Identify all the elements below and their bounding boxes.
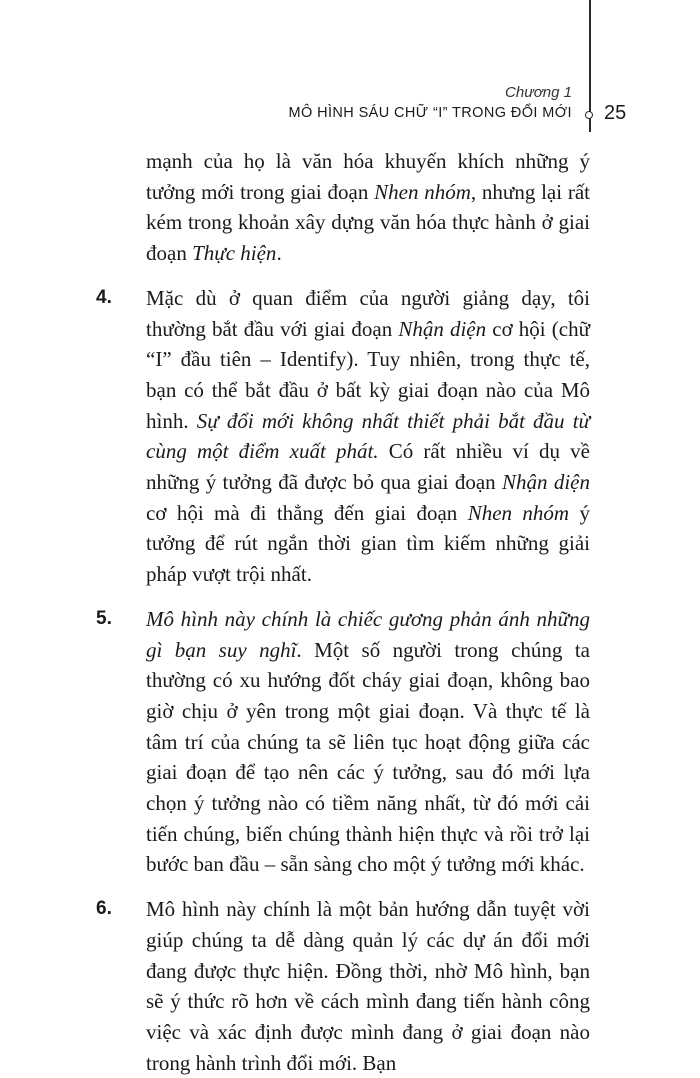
text-run: cơ hội mà đi thẳng đến giai đoạn — [146, 500, 468, 525]
list-number: 4. — [96, 286, 112, 308]
continuation-paragraph — [96, 146, 590, 269]
text-run: Có rất nhiều ví dụ về những ý tưởng đã được bỏ qua giai đoạn — [146, 439, 590, 495]
list-item-4 — [96, 283, 590, 590]
chapter-label: Chương 1 — [505, 84, 572, 101]
list-number: 5. — [96, 607, 112, 629]
text-run: , nhưng lại rất kém trong khoản xây dựng văn hóa thực hành ở giai đoạn — [146, 179, 591, 266]
text-run: Mặc dù ở quan điểm của người giảng dạy, tôi thường bắt đầu với giai đoạn — [146, 285, 590, 341]
running-title: MÔ HÌNH SÁU CHỮ “I” TRONG ĐỔI MỚI — [288, 105, 572, 121]
text-run: cơ hội (chữ “I” đầu tiên – Identify). Tuy nhiên, trong thực tế, bạn có thể bắt đầu ở bất kỳ giai đoạn nào của Mô hình. — [146, 316, 590, 433]
italic-sentence: Sự đổi mới không nhất thiết phải bắt đầu từ cùng một điểm xuất phát. — [146, 408, 590, 464]
list-number: 6. — [96, 898, 112, 920]
text-run: Mô hình này chính là một bản hướng dẫn tuyệt vời giúp chúng ta dễ dàng quản lý các dự án đổi mới đang được thực hiện. Đồng thời, nhờ Mô hình, bạn sẽ ý thức rõ hơn về cách mình đang tiến hành công việc và xác định được mình đang ở giai đoạn nào trong hành trình đổi mới. Bạn — [146, 897, 590, 1075]
header-dot-ornament — [585, 111, 593, 119]
text-run: ý tưởng để rút ngắn thời gian tìm kiếm những giải pháp vượt trội nhất. — [146, 500, 590, 587]
text-run: . — [276, 241, 282, 266]
text-run: . Một số người trong chúng ta thường có xu hướng đốt cháy giai đoạn, không bao giờ chịu ở yên trong một giai đoạn. Và thực tế là tâm trí của chúng ta sẽ liên tục hoạt động giữa các giai đoạn để tạo nên các ý tưởng, sau đó mới lựa chọn ý tưởng nào có tiềm năng nhất, từ đó mới cải tiến chúng, biến chúng thành hiện thực và rồi trở lại bước ban đầu – sẵn sàng cho một ý tưởng mới khác. — [146, 637, 590, 877]
italic-term: Nhen nhóm — [374, 179, 471, 204]
italic-term: Nhận diện — [502, 470, 590, 495]
text-run: mạnh của họ là văn hóa khuyến khích những ý tưởng mới trong giai đoạn — [146, 149, 590, 204]
body-text — [96, 146, 590, 1078]
italic-sentence: Mô hình này chính là chiếc gương phản ánh những gì bạn suy nghĩ — [146, 606, 590, 662]
list-item-6 — [96, 894, 590, 1078]
list-item-5 — [96, 604, 590, 880]
italic-term: Nhen nhóm — [467, 500, 570, 525]
italic-term: Thực hiện — [192, 241, 277, 266]
italic-term: Nhận diện — [398, 316, 487, 341]
page-number: 25 — [604, 102, 627, 124]
